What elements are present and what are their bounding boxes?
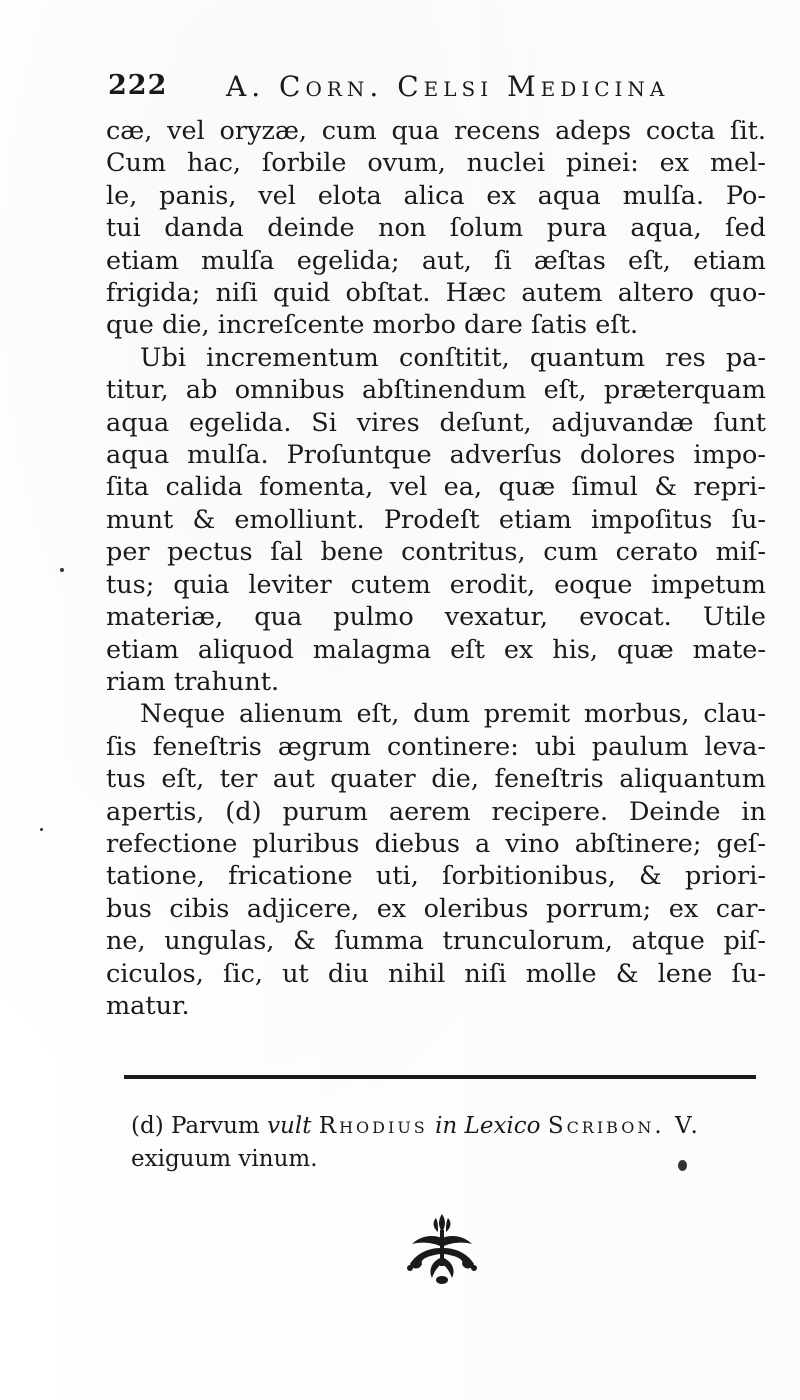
- text-line: frigida; niſi quid obſtat. Hæc autem altero quo-: [106, 278, 766, 309]
- footnote-mark: (d) Parvum: [131, 1113, 260, 1139]
- text-line: etiam aliquod malagma eſt ex his, quæ mate-: [106, 634, 766, 665]
- ink-speck: [40, 828, 43, 831]
- text-line: ciculos, ſic, ut diu nihil niſi molle & lene ſu-: [106, 958, 766, 989]
- text-line: tui danda deinde non ſolum pura aqua, ſed: [106, 213, 766, 244]
- text-line: Neque alienum eſt, dum premit morbus, clau-: [140, 699, 766, 730]
- text-line: que die, increſcente morbo dare ſatis eſt.: [106, 310, 639, 341]
- footnote-line: [131, 1110, 781, 1143]
- ink-speck: [60, 568, 64, 572]
- text-line: le, panis, vel elota alica ex aqua mulſa. Po-: [106, 180, 766, 211]
- ink-speck: [678, 1160, 687, 1171]
- text-line: riam trahunt.: [106, 666, 280, 697]
- page-number: 222: [108, 70, 168, 101]
- running-title: A. Corn. Celsi Medicina: [226, 70, 670, 103]
- text-line: apertis, (d) purum aerem recipere. Deinde in: [106, 796, 766, 827]
- page-header: [108, 70, 758, 110]
- text-line: aqua egelida. Si vires deſunt, adjuvandæ ſunt: [106, 407, 766, 438]
- footnote-in-lexico: in Lexico: [435, 1113, 541, 1139]
- text-line: per pectus ſal bene contritus, cum cerato miſ-: [106, 537, 766, 568]
- floral-tailpiece-icon: [398, 1208, 486, 1288]
- text-line: tatione, fricatione uti, ſorbitionibus, & priori-: [106, 861, 766, 892]
- body-text: [106, 115, 766, 1022]
- text-line: tus eſt, ter aut quater die, feneſtris aliquantum: [106, 764, 766, 795]
- text-line: etiam mulſa egelida; aut, ſi æſtas eſt, etiam: [106, 245, 766, 276]
- text-line: bus cibis adjicere, ex oleribus porrum; ex car-: [106, 893, 766, 924]
- text-line: matur.: [106, 990, 190, 1021]
- text-line: munt & emolliunt. Prodeſt etiam impoſitus ſu-: [106, 504, 766, 535]
- text-line: titur, ab omnibus abſtinendum eſt, præterquam: [106, 375, 766, 406]
- text-line: ne, ungulas, & ſumma trunculorum, atque piſ-: [106, 926, 766, 957]
- text-line: Cum hac, ſorbile ovum, nuclei pinei: ex mel-: [106, 148, 766, 179]
- text-line: aqua mulſa. Proſuntque adverſus dolores impo-: [106, 440, 766, 471]
- footnote-rhodius: Rhodius: [318, 1113, 428, 1139]
- footnote-line: exiguum vinum.: [131, 1146, 318, 1172]
- text-line: cæ, vel oryzæ, cum qua recens adeps cocta ſit.: [106, 116, 766, 146]
- text-line: ſis feneſtris ægrum continere: ubi paulum leva-: [106, 731, 766, 762]
- footnote-scribon: Scribon. V.: [547, 1113, 701, 1139]
- text-line: tus; quia leviter cutem erodit, eoque impetum: [106, 569, 766, 600]
- text-line: ſita calida fomenta, vel ea, quæ ſimul & repri-: [106, 472, 766, 503]
- text-line: Ubi incrementum conſtitit, quantum res pa-: [140, 342, 766, 373]
- text-line: materiæ, qua pulmo vexatur, evocat. Utile: [106, 602, 766, 633]
- footnote-rule: [124, 1075, 756, 1079]
- footnote-vult: vult: [267, 1113, 312, 1139]
- text-line: refectione pluribus diebus a vino abſtinere; geſ-: [106, 828, 766, 859]
